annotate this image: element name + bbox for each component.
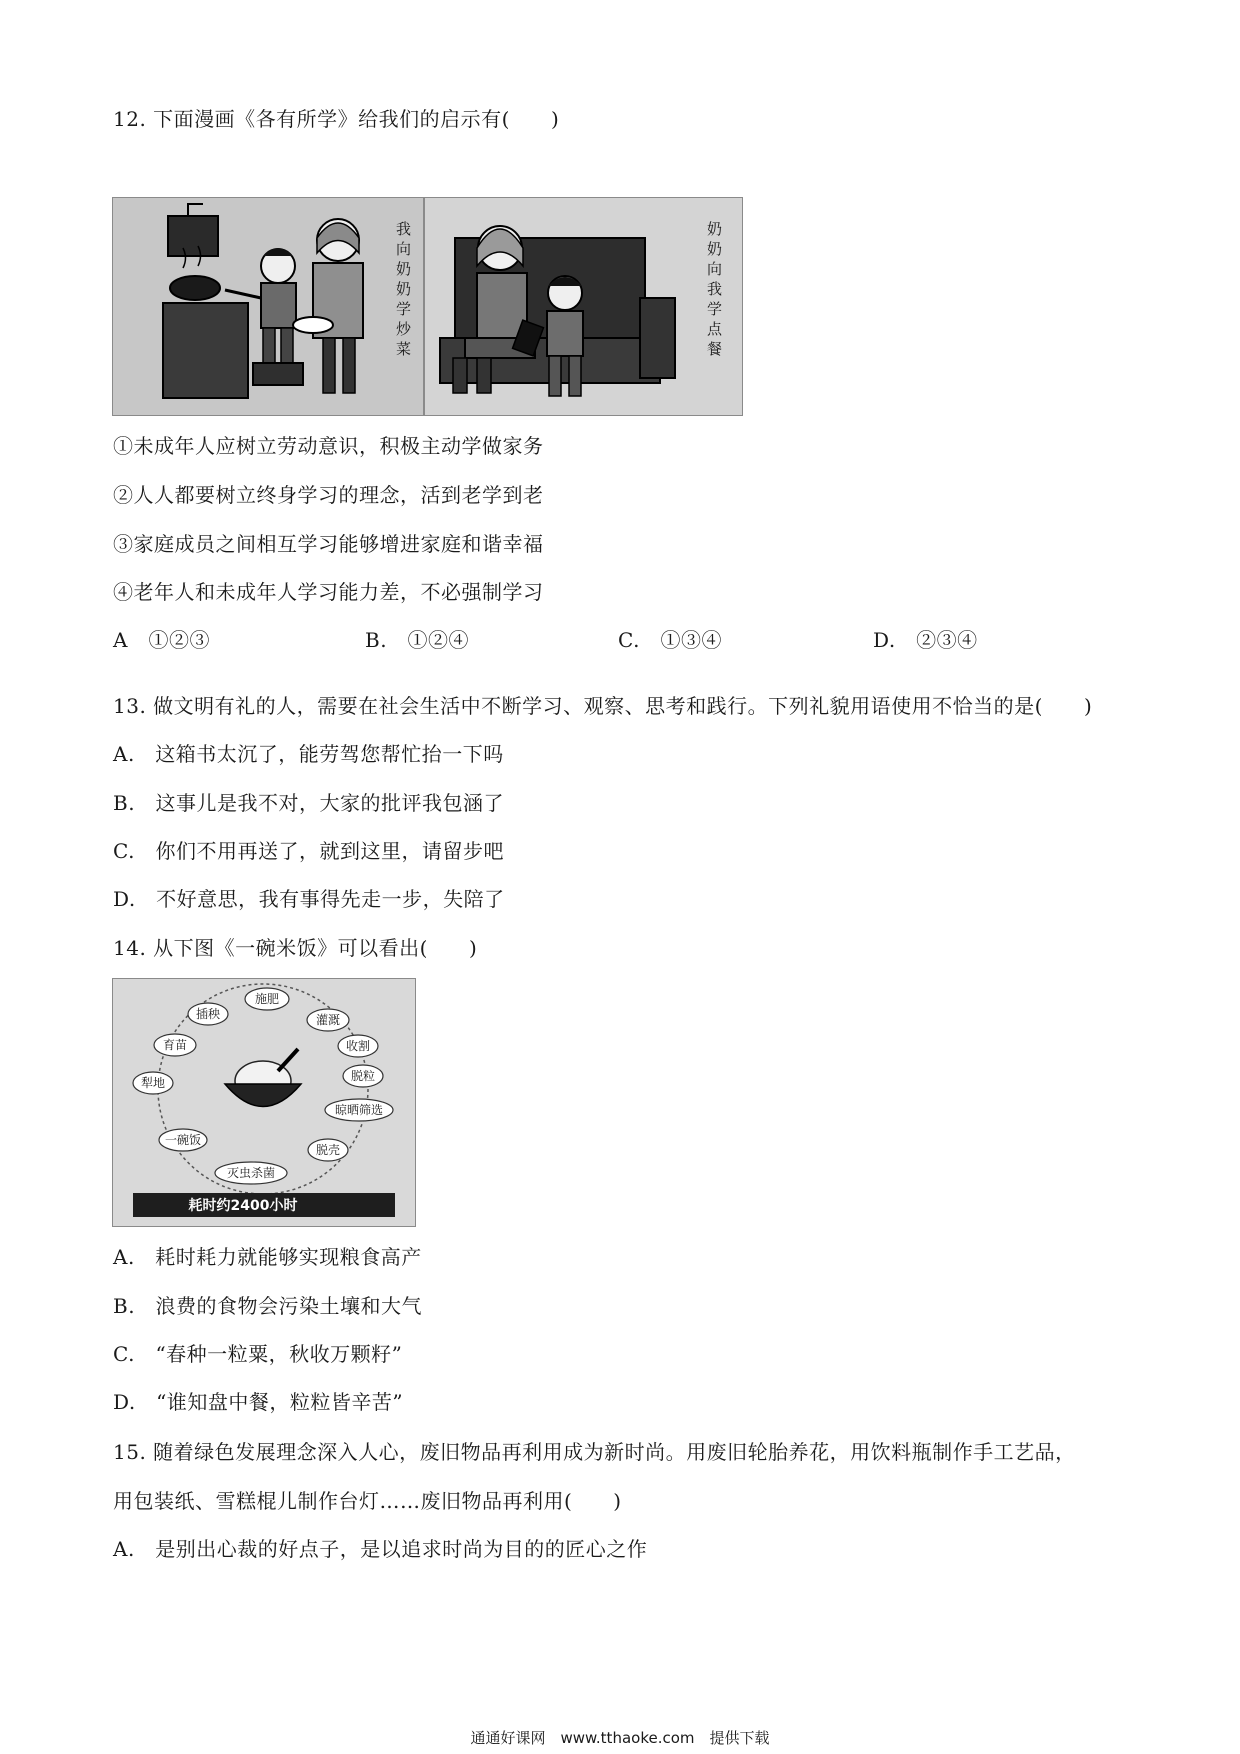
diagram-step xyxy=(215,1162,287,1184)
svg-text:向: 向 xyxy=(396,240,412,258)
svg-text:我: 我 xyxy=(396,220,412,238)
q14-option-b[interactable]: B. 浪费的食物会污染土壤和大气 xyxy=(113,1294,423,1318)
q14-stem: 14. 从下图《一碗米饭》可以看出( ) xyxy=(113,936,478,960)
svg-text:犁地: 犁地 xyxy=(140,1076,166,1090)
diagram-step xyxy=(325,1099,393,1121)
svg-text:菜: 菜 xyxy=(396,340,412,358)
svg-text:学: 学 xyxy=(707,300,723,318)
svg-text:灭虫杀菌: 灭虫杀菌 xyxy=(226,1166,276,1180)
svg-text:脱粒: 脱粒 xyxy=(350,1069,376,1083)
q15-option-a[interactable]: A. 是别出心裁的好点子，是以追求时尚为目的的匠心之作 xyxy=(113,1537,648,1561)
q15-stem-line2: 用包装纸、雪糕棍儿制作台灯……废旧物品再利用( ) xyxy=(113,1489,622,1513)
rice-bowl-diagram xyxy=(112,978,416,1227)
svg-text:插秧: 插秧 xyxy=(195,1007,221,1021)
svg-text:向: 向 xyxy=(707,260,723,278)
q13-option-a[interactable]: A. 这箱书太沉了，能劳驾您帮忙抬一下吗 xyxy=(113,742,504,766)
q12-statement-4: ④老年人和未成年人学习能力差，不必强制学习 xyxy=(113,580,544,604)
diagram-step xyxy=(188,1003,228,1025)
svg-text:收割: 收割 xyxy=(345,1039,371,1053)
svg-text:一碗饭: 一碗饭 xyxy=(164,1133,202,1147)
q12-stem: 12. 下面漫画《各有所学》给我们的启示有( ) xyxy=(113,107,560,131)
q13-option-c[interactable]: C. 你们不用再送了，就到这里，请留步吧 xyxy=(113,839,504,863)
q12-option-d[interactable]: D. ②③④ xyxy=(873,628,978,652)
q14-option-a[interactable]: A. 耗时耗力就能够实现粮食高产 xyxy=(113,1245,422,1269)
svg-text:炒: 炒 xyxy=(396,320,412,338)
diagram-step xyxy=(343,1065,383,1087)
q13-option-d[interactable]: D. 不好意思，我有事得先走一步，失陪了 xyxy=(113,887,505,911)
svg-text:点: 点 xyxy=(707,320,723,338)
q12-option-a[interactable]: A ①②③ xyxy=(113,628,210,652)
diagram-footer: 耗时约2400小时 xyxy=(188,1198,298,1214)
q12-option-c[interactable]: C. ①③④ xyxy=(618,628,722,652)
svg-text:奶: 奶 xyxy=(707,220,723,238)
svg-text:晾晒筛选: 晾晒筛选 xyxy=(334,1103,384,1117)
q12-options xyxy=(113,626,1013,654)
svg-text:餐: 餐 xyxy=(707,340,723,358)
q12-statement-3: ③家庭成员之间相互学习能够增进家庭和谐幸福 xyxy=(113,532,544,556)
svg-text:育苗: 育苗 xyxy=(162,1038,188,1052)
diagram-step xyxy=(307,1009,349,1031)
comic-left-caption xyxy=(396,220,412,358)
q14-option-d[interactable]: D. “谁知盘中餐，粒粒皆辛苦” xyxy=(113,1390,404,1414)
diagram-step xyxy=(159,1129,207,1151)
comic-cooking xyxy=(112,197,424,416)
svg-text:奶: 奶 xyxy=(396,280,412,298)
svg-text:学: 学 xyxy=(396,300,412,318)
q14-option-c[interactable]: C. “春种一粒粟，秋收万颗籽” xyxy=(113,1342,403,1366)
diagram-step xyxy=(133,1072,173,1094)
q15-stem-line1: 15. 随着绿色发展理念深入人心，废旧物品再利用成为新时尚。用废旧轮胎养花，用饮料瓶制作手工艺品， xyxy=(113,1440,1076,1464)
svg-text:施肥: 施肥 xyxy=(254,992,280,1006)
page-footer: 通通好课网 www.tthaoke.com 提供下载 xyxy=(470,1729,770,1747)
diagram-step xyxy=(308,1139,348,1161)
q12-statement-1: ①未成年人应树立劳动意识，积极主动学做家务 xyxy=(113,434,544,458)
q13-stem: 13. 做文明有礼的人，需要在社会生活中不断学习、观察、思考和践行。下列礼貌用语使用不恰当的是( ) xyxy=(113,694,1093,718)
svg-text:脱壳: 脱壳 xyxy=(315,1143,341,1157)
svg-text:奶: 奶 xyxy=(707,240,723,258)
diagram-step xyxy=(154,1034,196,1056)
diagram-step xyxy=(245,988,289,1010)
q13-option-b[interactable]: B. 这事儿是我不对，大家的批评我包涵了 xyxy=(113,791,505,815)
diagram-step xyxy=(338,1035,378,1057)
comic-ordering xyxy=(424,197,743,416)
svg-text:灌溉: 灌溉 xyxy=(315,1013,341,1027)
q12-statement-2: ②人人都要树立终身学习的理念，活到老学到老 xyxy=(113,483,544,507)
comic-right-caption xyxy=(707,220,723,358)
svg-text:奶: 奶 xyxy=(396,260,412,278)
q12-option-b[interactable]: B. ①②④ xyxy=(365,628,470,652)
svg-text:我: 我 xyxy=(707,280,723,298)
